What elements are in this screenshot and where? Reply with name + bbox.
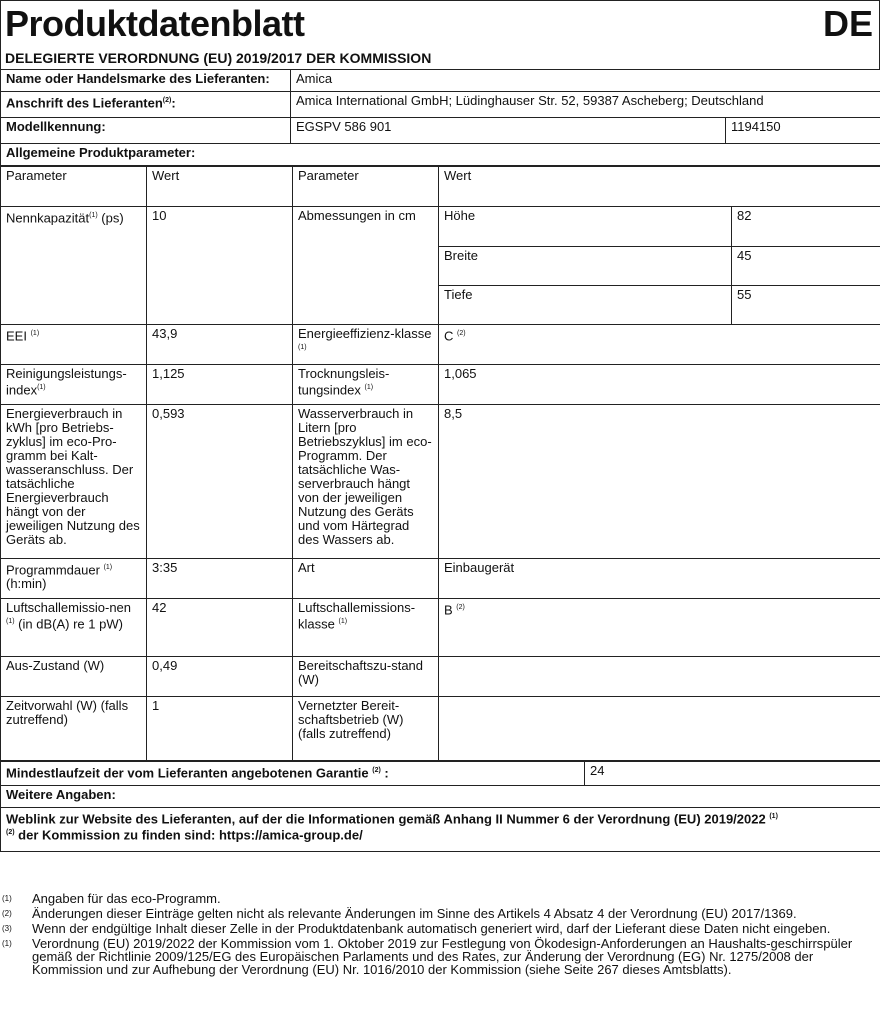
page-title: Produktdatenblatt <box>5 3 305 44</box>
footnote: (1) Angaben für das eco-Programm. <box>2 891 221 906</box>
water-consumption-label: Wasserverbrauch in Litern [pro Betriebszyklus] im eco-Programm. Der tatsächliche Was-serverbrauch hängt von der jeweiligen Nutzung des Geräts und vom Härtegrad des Wassers ab. <box>293 405 439 559</box>
height-value: 82 <box>732 207 880 247</box>
header <box>0 0 880 47</box>
model-label: Modellkennung: <box>1 118 291 144</box>
regulation-subtitle: DELEGIERTE VERORDNUNG (EU) 2019/2017 DER KOMMISSION <box>0 47 880 69</box>
supplier-name-value: Amica <box>291 70 880 92</box>
footnote: (3) Wenn der endgültige Inhalt dieser Zelle in der Produktdatenbank automatisch generiert wird, darf der Lieferant diese Daten nicht eingeben. <box>2 921 831 936</box>
energy-consumption-value: 0,593 <box>147 405 293 559</box>
warranty-value: 24 <box>585 762 880 786</box>
eei-label: EEI $^{(1)}$ <box>1 325 147 365</box>
delay-start-value: 1 <box>147 697 293 761</box>
cleaning-index-label: Reinigungsleistungs-index$^{(1)}$ <box>1 365 147 405</box>
language-code: DE <box>822 3 873 44</box>
capacity-label: Nennkapazität$^{(1)}$ (ps) <box>1 207 147 325</box>
off-mode-value: 0,49 <box>147 657 293 697</box>
height-label: Höhe <box>439 207 732 247</box>
off-mode-label: Aus-Zustand (W) <box>1 657 147 697</box>
cleaning-index-value: 1,125 <box>147 365 293 405</box>
program-duration-value: 3:35 <box>147 559 293 599</box>
depth-value: 55 <box>732 286 880 325</box>
supplier-address-label: Anschrift des Lieferanten$^{(2)}$: <box>1 92 291 118</box>
footnote: (1) Verordnung (EU) 2019/2022 der Kommission vom 1. Oktober 2019 zur Festlegung von Ökodesign-Anforderungen an Haushalts-geschirrspüler gemäß der Richtlinie 2009/125/EG des Europäischen Parlaments und des Rates, zur Änderung der Verordnung (EG) Nr. 1275/2008 der Kommission und zur Aufhebung der Verordnung (EU) Nr. 1016/2010 der Kommission (siehe Seite 267 dieses Amtsblatts). <box>2 936 853 977</box>
noise-emission-value: 42 <box>147 599 293 657</box>
program-duration-label: Programmdauer $^{(1)}$ (h:min) <box>1 559 147 599</box>
col-header-value-2: Wert <box>439 167 880 207</box>
networked-standby-label: Vernetzter Bereit-schaftsbetrieb (W) (falls zutreffend) <box>293 697 439 761</box>
col-header-value: Wert <box>147 167 293 207</box>
warranty-label: Mindestlaufzeit der vom Lieferanten angebotenen Garantie $^{(2)}$ : <box>1 762 585 786</box>
noise-class-label: Luftschallemissions-klasse $^{(1)}$ <box>293 599 439 657</box>
supplier-address-value: Amica International GmbH; Lüdinghauser Str. 52, 59387 Ascheberg; Deutschland <box>291 92 880 118</box>
energy-consumption-label: Energieverbrauch in kWh [pro Betriebs-zyklus] im eco-Pro-gramm bei Kalt-wasseranschluss. Der tatsächliche Energieverbrauch hängt von der jeweiligen Nutzung des Geräts ab. <box>1 405 147 559</box>
model-value: EGSPV 586 901 <box>291 118 726 144</box>
drying-index-label: Trocknungsleis-tungsindex $^{(1)}$ <box>293 365 439 405</box>
energy-class-value: C $^{(2)}$ <box>439 325 880 365</box>
further-info-label: Weitere Angaben: <box>1 786 880 808</box>
energy-class-label: Energieeffizienz-klasse $^{(1)}$ <box>293 325 439 365</box>
width-label: Breite <box>439 247 732 286</box>
params-table <box>0 166 880 761</box>
col-header-parameter-2: Parameter <box>293 167 439 207</box>
footnotes <box>0 892 880 978</box>
delay-start-label: Zeitvorwahl (W) (falls zutreffend) <box>1 697 147 761</box>
width-value: 45 <box>732 247 880 286</box>
depth-label: Tiefe <box>439 286 732 325</box>
weblink-text: Weblink zur Website des Lieferanten, auf der die Informationen gemäß Anhang II Nummer 6 der Verordnung (EU) 2019/2022 $^{(1)}$ $^{(2)}$ der Kommission zu finden sind: https://amica-group.de/ <box>1 808 880 852</box>
standby-label: Bereitschaftszu-stand (W) <box>293 657 439 697</box>
noise-class-value: B $^{(2)}$ <box>439 599 880 657</box>
eei-value: 43,9 <box>147 325 293 365</box>
noise-emission-label: Luftschallemissio-nen $^{(1)}$ (in dB(A) re 1 pW) <box>1 599 147 657</box>
type-label: Art <box>293 559 439 599</box>
footnote: (2) Änderungen dieser Einträge gelten nicht als relevante Änderungen im Sinne des Artikels 4 Absatz 4 der Verordnung (EU) 2017/1369. <box>2 906 797 921</box>
general-params-label: Allgemeine Produktparameter: <box>1 144 880 166</box>
model-code: 1194150 <box>726 118 880 144</box>
networked-standby-value <box>439 697 880 761</box>
water-consumption-value: 8,5 <box>439 405 880 559</box>
drying-index-value: 1,065 <box>439 365 880 405</box>
standby-value <box>439 657 880 697</box>
col-header-parameter: Parameter <box>1 167 147 207</box>
supplier-table <box>0 69 880 166</box>
type-value: Einbaugerät <box>439 559 880 599</box>
capacity-value: 10 <box>147 207 293 325</box>
dimensions-label: Abmessungen in cm <box>293 207 439 325</box>
bottom-table <box>0 761 880 852</box>
supplier-name-label: Name oder Handelsmarke des Lieferanten: <box>1 70 291 92</box>
